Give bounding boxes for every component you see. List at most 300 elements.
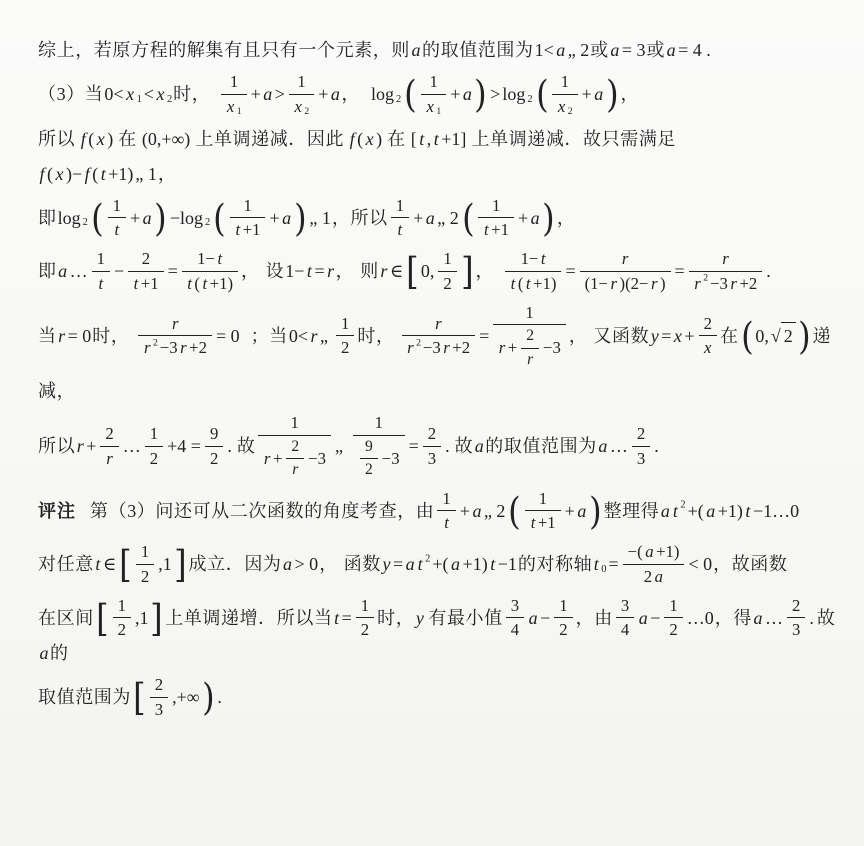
math-run: < 0	[688, 554, 713, 575]
numerator	[353, 413, 405, 436]
math-run: 1−	[197, 249, 215, 269]
text-run: 所以	[38, 436, 76, 457]
variable: x	[426, 96, 434, 116]
variable: r	[650, 273, 658, 293]
fraction	[113, 596, 131, 640]
numerator	[552, 72, 577, 95]
fraction	[525, 489, 560, 533]
open-bracket: (	[535, 72, 549, 117]
variable: t	[672, 500, 678, 521]
text-run: 综上，若原方程的解集有且只有一个元素，则	[38, 40, 410, 60]
text-run: 时，	[173, 84, 211, 105]
math-run: 1	[443, 249, 452, 269]
subscript: 2	[527, 93, 533, 105]
fraction	[100, 424, 118, 468]
subscript: 2	[304, 105, 310, 117]
math-run: +1	[537, 513, 556, 533]
variable: a	[654, 566, 663, 586]
math-run: −	[540, 607, 551, 628]
denominator	[136, 565, 154, 587]
open-bracket: [	[406, 249, 419, 294]
variable: a	[474, 436, 484, 457]
denominator	[391, 218, 409, 240]
radical-sign-icon: √	[770, 326, 781, 347]
denominator	[182, 272, 238, 294]
radical	[771, 322, 796, 349]
variable: x	[55, 163, 64, 184]
text-run: 故	[816, 607, 836, 628]
denominator	[402, 336, 476, 358]
math-run: 2	[364, 461, 373, 479]
text-run: ，	[341, 84, 360, 105]
variable: f	[84, 163, 90, 184]
math-run: +	[250, 84, 261, 105]
open-bracket: (	[461, 195, 475, 240]
math-run: 1	[669, 595, 678, 615]
line-monotone	[38, 126, 838, 152]
fraction	[230, 196, 265, 240]
numerator	[506, 596, 524, 619]
math-run: 2	[149, 448, 159, 468]
math-run: )	[659, 273, 666, 293]
variable: r	[527, 350, 534, 368]
spacer	[360, 94, 370, 95]
math-run: +1)	[462, 554, 488, 575]
denominator	[506, 618, 524, 640]
line-wrap-jian	[38, 378, 838, 404]
bracket-group	[132, 675, 215, 719]
variable: r	[327, 261, 335, 282]
bracket-group	[740, 313, 812, 358]
variable: a	[462, 84, 472, 105]
math-run: 2	[443, 273, 452, 293]
superscript: 2	[680, 499, 686, 511]
variable: t	[525, 273, 531, 293]
denominator	[286, 459, 304, 479]
bracket-group	[403, 72, 488, 116]
open-bracket: (	[508, 488, 522, 533]
bracket-group	[90, 196, 168, 240]
math-run: 1	[560, 72, 570, 92]
variable: r	[621, 249, 629, 269]
variable: r	[694, 273, 701, 293]
fraction	[632, 424, 650, 468]
variable: x	[557, 96, 566, 116]
math-run: 3	[620, 595, 630, 615]
variable: t	[133, 273, 139, 293]
math-run: +2	[452, 338, 471, 358]
line-range-derivation	[38, 413, 838, 479]
close-bracket: )	[605, 72, 619, 117]
bracket-content	[754, 322, 796, 349]
variable: r	[58, 325, 66, 346]
numerator	[437, 489, 455, 512]
math-run: …0	[686, 607, 714, 628]
numerator	[258, 413, 331, 436]
math-run: 1	[96, 249, 105, 269]
variable: a	[282, 207, 292, 228]
math-run: 1	[140, 542, 150, 562]
numerator	[150, 675, 168, 698]
math-run: ,1	[134, 607, 149, 628]
math-run: )	[376, 128, 383, 149]
text-run: 的	[50, 643, 69, 664]
variable: a	[263, 84, 273, 105]
numerator	[580, 249, 671, 272]
variable: t	[397, 220, 403, 240]
text-run: 时，	[357, 325, 395, 346]
variable: a	[425, 207, 435, 228]
math-run: 2	[427, 424, 437, 444]
math-run: 1	[492, 195, 501, 215]
bracket-content	[147, 675, 201, 719]
subscript: 1	[136, 93, 142, 105]
denominator	[360, 459, 378, 479]
math-run: 0<	[288, 325, 308, 346]
variable: a	[330, 84, 340, 105]
variable: x	[96, 128, 105, 149]
numerator	[623, 542, 685, 565]
fraction	[521, 327, 539, 369]
variable: t	[306, 261, 312, 282]
denominator	[580, 272, 671, 294]
fraction	[221, 72, 246, 116]
math-run: )(2−	[619, 273, 649, 293]
fraction	[552, 72, 577, 116]
denominator	[353, 436, 405, 480]
math-run: −3	[710, 273, 728, 293]
math-run: = 3	[621, 40, 646, 60]
denominator	[336, 336, 354, 358]
math-run: 0,	[755, 325, 769, 346]
math-run: log	[371, 84, 395, 105]
fraction	[145, 424, 163, 468]
math-run: +	[581, 84, 592, 105]
fraction	[580, 249, 671, 293]
variable: a	[58, 261, 68, 282]
fraction	[506, 596, 524, 640]
open-bracket: [	[119, 542, 132, 587]
variable: a	[594, 84, 604, 105]
fraction	[689, 249, 763, 293]
math-run: +1)	[717, 500, 743, 521]
math-run: .	[227, 436, 232, 457]
numerator	[664, 596, 682, 619]
numerator	[616, 596, 634, 619]
bracket-content	[475, 196, 541, 240]
math-run: „	[320, 325, 329, 346]
math-run: 9	[364, 437, 373, 455]
variable: r	[292, 461, 299, 479]
math-run: 2	[140, 566, 150, 586]
fraction	[289, 72, 314, 116]
math-run: +	[269, 207, 280, 228]
subscript: 2	[567, 105, 573, 117]
math-run: = 0	[215, 325, 240, 346]
math-run: )−	[66, 163, 83, 184]
variable: a	[610, 40, 620, 60]
math-run: 2	[341, 338, 350, 358]
line-remark	[38, 489, 838, 533]
denominator	[205, 447, 223, 469]
variable: a	[472, 500, 482, 521]
math-run: 2	[117, 620, 126, 640]
bracket-group	[461, 196, 556, 240]
math-run: −(	[627, 542, 643, 562]
math-run: +	[413, 207, 424, 228]
text-run: 取值范围为	[38, 687, 131, 708]
math-run: „ 1	[309, 207, 331, 228]
fraction	[391, 196, 409, 240]
math-run: (	[194, 273, 200, 293]
denominator	[113, 618, 131, 640]
variable: r	[180, 338, 187, 358]
denominator	[437, 511, 455, 533]
math-run: (	[517, 273, 524, 293]
text-run: 成立．因为	[188, 554, 282, 575]
math-run: 1	[538, 488, 548, 508]
text-run: 的对称轴	[517, 554, 593, 575]
math-run: 1	[112, 195, 121, 215]
variable: f	[80, 128, 86, 149]
variable: t	[202, 273, 208, 293]
numerator	[205, 424, 223, 447]
math-run: 3	[791, 620, 801, 640]
bracket-group	[507, 489, 602, 533]
spacer	[129, 335, 135, 336]
subscript: 1	[436, 105, 442, 117]
denominator	[699, 336, 717, 358]
math-run: =	[674, 261, 685, 282]
variable: t	[100, 163, 106, 184]
fraction	[616, 596, 634, 640]
text-run: 函数	[343, 554, 381, 575]
math-run: +1	[140, 273, 159, 293]
math-run: =	[479, 325, 490, 346]
denominator	[258, 436, 331, 480]
math-run: (0,+∞)	[141, 128, 191, 149]
fraction	[258, 413, 331, 479]
math-run: =	[314, 261, 325, 282]
fraction	[336, 314, 354, 358]
text-run: 在	[719, 325, 739, 346]
fraction	[182, 249, 238, 293]
math-run: +	[517, 207, 529, 228]
superscript: 2	[416, 337, 421, 349]
text-run: ；当	[250, 325, 288, 346]
variable: a	[638, 607, 648, 628]
numerator	[391, 196, 409, 219]
spacer	[329, 335, 333, 336]
open-bracket: [	[133, 675, 146, 720]
math-run: 1	[297, 72, 306, 92]
numerator	[108, 196, 126, 219]
math-run: (	[92, 163, 99, 184]
fraction	[360, 438, 378, 480]
text-run: 在	[118, 128, 137, 149]
line-quadratic-axis	[38, 542, 838, 586]
fraction	[205, 424, 223, 468]
numerator	[554, 596, 572, 619]
math-run: −3	[308, 448, 326, 468]
fraction	[787, 596, 805, 640]
text-run: ，由	[575, 607, 613, 628]
numerator	[230, 196, 265, 219]
variable: t	[540, 249, 546, 269]
subscript: 2	[82, 217, 88, 229]
math-run: 1	[290, 413, 299, 433]
math-run: 2	[141, 249, 151, 269]
variable: t	[530, 513, 536, 533]
text-run: 对任意	[38, 554, 94, 575]
math-run: 3	[636, 448, 646, 468]
text-run: 第（3）问还可从二次函数的角度考查，由	[90, 500, 435, 521]
bracket-group	[535, 72, 620, 116]
variable: t	[510, 273, 516, 293]
math-run: +	[272, 448, 283, 468]
close-bracket: )	[293, 195, 307, 240]
math-run: +	[318, 84, 329, 105]
denominator	[421, 95, 446, 117]
math-run: 2	[360, 620, 370, 640]
numerator	[289, 72, 314, 95]
math-run: +(	[687, 500, 704, 521]
fraction	[136, 542, 154, 586]
variable: a	[706, 500, 716, 521]
variable: r	[171, 313, 179, 333]
numerator	[100, 424, 118, 447]
fraction	[421, 72, 446, 116]
math-run: 3	[154, 699, 164, 719]
math-run: −1…0	[752, 500, 800, 521]
variable: r	[380, 261, 388, 282]
numerator	[221, 72, 246, 95]
variable: a	[283, 554, 293, 575]
text-run: 即	[38, 261, 57, 282]
denominator	[623, 565, 685, 587]
math-run: =	[608, 554, 619, 575]
math-run: 0<	[104, 84, 124, 105]
denominator	[423, 447, 441, 469]
math-run: =	[341, 607, 352, 628]
numerator	[478, 196, 513, 219]
math-run: 0,	[420, 261, 435, 282]
close-bracket: )	[542, 195, 555, 240]
fraction	[286, 438, 304, 480]
numerator	[113, 596, 131, 619]
math-run: <	[143, 84, 154, 105]
numerator	[145, 424, 163, 447]
text-run: ，	[620, 84, 640, 105]
math-run: 9	[209, 424, 219, 444]
math-run: 3	[427, 448, 437, 468]
math-document	[38, 37, 838, 720]
text-run: ，	[475, 261, 495, 282]
fraction	[423, 424, 441, 468]
subscript: 2	[396, 93, 402, 105]
math-run: +(	[432, 554, 449, 575]
denominator	[664, 618, 682, 640]
math-run: …	[122, 436, 141, 457]
superscript: 2	[153, 337, 158, 349]
text-run: 的取值范围为	[485, 436, 597, 457]
fraction	[699, 314, 717, 358]
text-run: ，	[241, 261, 260, 282]
math-run: 2	[105, 424, 114, 444]
math-run: „ 2	[567, 40, 590, 60]
text-run: 递	[812, 325, 832, 346]
variable: t	[187, 273, 192, 293]
text-run: 在	[387, 128, 406, 149]
numerator	[128, 249, 163, 272]
variable: t	[745, 500, 751, 521]
variable: x	[126, 84, 135, 105]
text-run: ，	[568, 325, 588, 346]
math-run: log	[57, 207, 81, 228]
numerator	[699, 314, 717, 337]
variable: x	[704, 338, 712, 358]
math-run: −	[650, 607, 661, 628]
text-run: 时，	[92, 325, 130, 346]
math-run: > 0	[294, 554, 319, 575]
math-run: 2	[791, 595, 801, 615]
math-run: 2	[643, 566, 653, 586]
text-run: 在区间	[38, 607, 94, 628]
variable: y	[650, 325, 659, 346]
denominator	[145, 447, 163, 469]
fraction	[402, 314, 476, 358]
math-run: 2	[636, 424, 646, 444]
superscript: 2	[425, 553, 431, 565]
denominator	[356, 618, 374, 640]
spacer	[494, 271, 502, 272]
math-run: ,	[426, 128, 432, 149]
numerator	[92, 249, 110, 272]
math-run: 1	[395, 195, 405, 215]
text-run: 故	[236, 436, 256, 457]
math-run: log	[502, 84, 526, 105]
text-run: 的取值范围为	[422, 40, 534, 60]
math-run: 3	[510, 595, 520, 615]
close-bracket: )	[474, 72, 488, 117]
numerator	[505, 249, 561, 272]
close-bracket: )	[201, 675, 215, 720]
variable: r	[435, 313, 442, 333]
bracket-group	[95, 596, 164, 640]
denominator	[92, 272, 110, 294]
denominator	[554, 618, 572, 640]
math-run: 1	[360, 595, 370, 615]
numerator	[286, 438, 304, 459]
math-run: (	[357, 128, 364, 149]
math-run: =	[393, 554, 404, 575]
spacer	[344, 446, 350, 447]
text-run: 上单调递减．故只需满足	[471, 128, 677, 149]
math-run: 2	[209, 448, 219, 468]
text-run: ，所以	[331, 207, 388, 228]
variable: x	[673, 325, 682, 346]
open-bracket: (	[90, 195, 104, 240]
variable: t	[217, 249, 223, 269]
math-run: +1)	[209, 273, 234, 293]
text-run: 当	[38, 325, 57, 346]
math-run: .	[217, 687, 222, 708]
math-run: „ 2	[437, 207, 459, 228]
math-run: …	[69, 261, 88, 282]
text-run: ，	[157, 163, 177, 184]
math-run: 2	[154, 675, 164, 695]
math-run: 2	[783, 326, 793, 347]
